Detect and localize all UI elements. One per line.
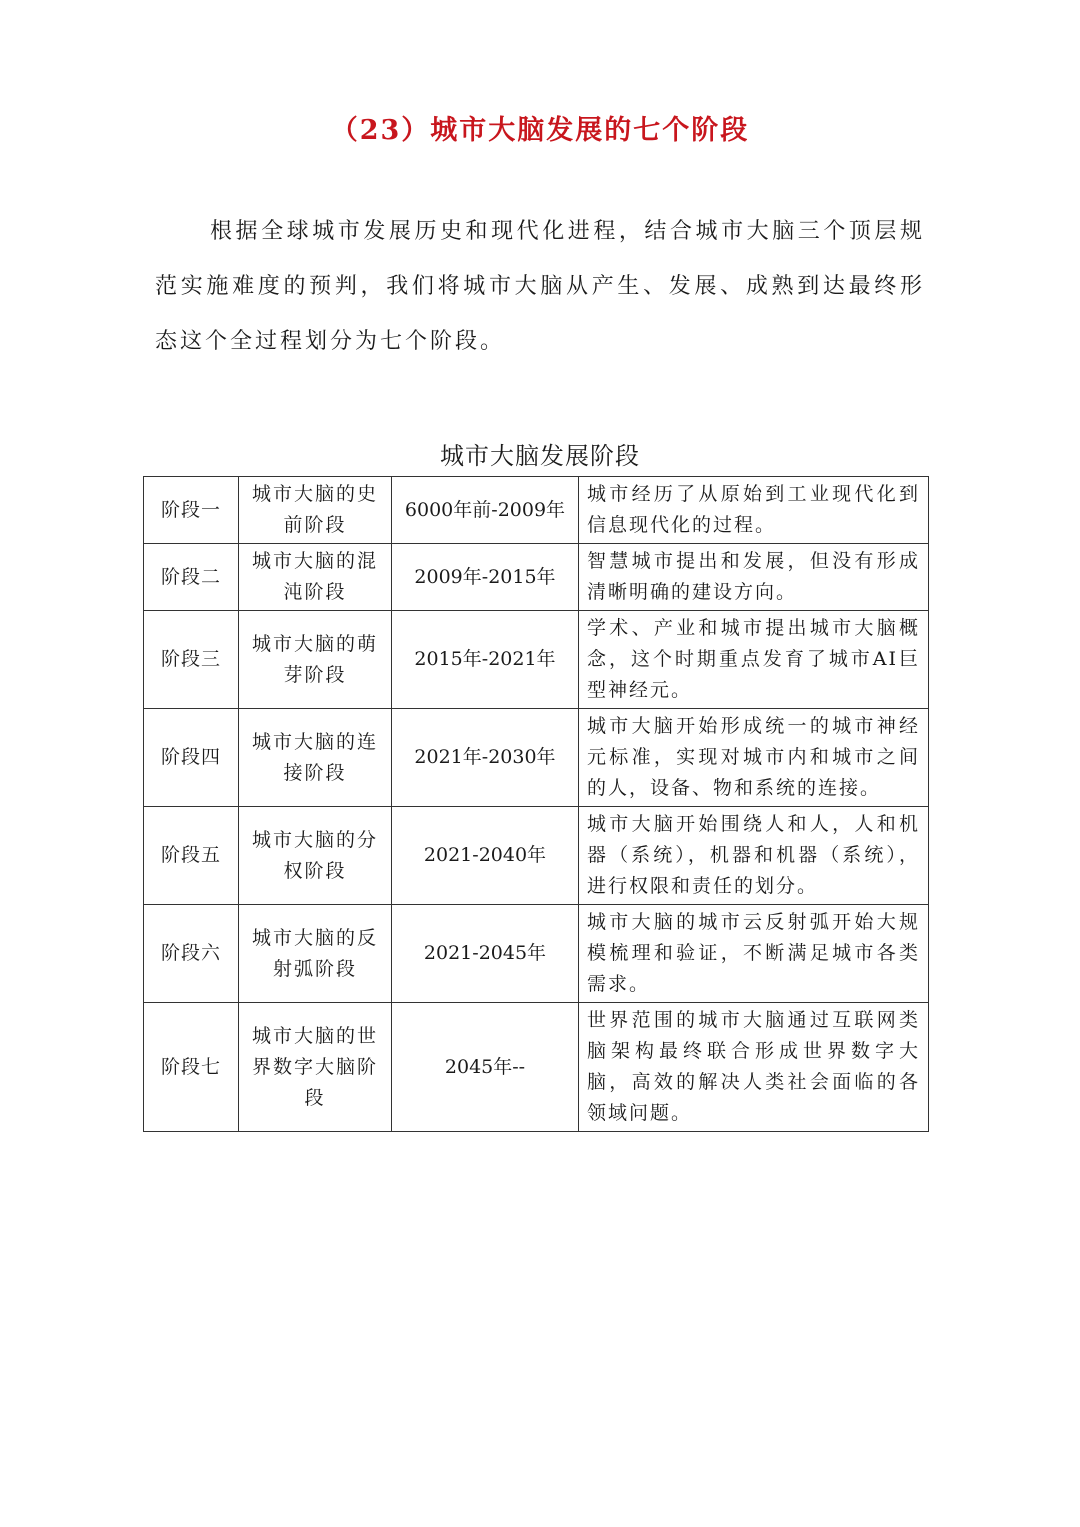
stage-name-cell: 城市大脑的世界数字大脑阶段 [239,1003,392,1132]
description-cell: 城市大脑的城市云反射弧开始大规模梳理和验证，不断满足城市各类需求。 [579,905,929,1003]
intro-paragraph: 根据全球城市发展历史和现代化进程，结合城市大脑三个顶层规范实施难度的预判，我们将城市大脑从产生、发展、成熟到达最终形态这个全过程划分为七个阶段。 [155,219,925,354]
stage-cell: 阶段三 [144,611,239,709]
table-row [144,709,929,807]
period-cell: 2021-2040年 [392,807,579,905]
stage-cell: 阶段五 [144,807,239,905]
stage-cell: 阶段七 [144,1003,239,1132]
table-row [144,1003,929,1132]
description-cell: 学术、产业和城市提出城市大脑概念，这个时期重点发育了城市AI巨型神经元。 [579,611,929,709]
stages-table [143,476,929,1132]
description-cell: 城市经历了从原始到工业现代化到信息现代化的过程。 [579,477,929,544]
stage-cell: 阶段六 [144,905,239,1003]
period-cell: 2045年-- [392,1003,579,1132]
stage-cell: 阶段四 [144,709,239,807]
description-cell: 智慧城市提出和发展，但没有形成清晰明确的建设方向。 [579,544,929,611]
table-row [144,807,929,905]
table-row [144,544,929,611]
description-cell: 城市大脑开始形成统一的城市神经元标准，实现对城市内和城市之间的人，设备、物和系统的连接。 [579,709,929,807]
stage-name-cell: 城市大脑的史前阶段 [239,477,392,544]
stage-cell: 阶段一 [144,477,239,544]
table-row [144,905,929,1003]
stage-name-cell: 城市大脑的混沌阶段 [239,544,392,611]
page-title: （23）城市大脑发展的七个阶段 [330,115,750,146]
stage-name-cell: 城市大脑的反射弧阶段 [239,905,392,1003]
period-cell: 6000年前-2009年 [392,477,579,544]
table-row [144,477,929,544]
period-cell: 2015年-2021年 [392,611,579,709]
table-row [144,611,929,709]
description-cell: 城市大脑开始围绕人和人，人和机器（系统），机器和机器（系统），进行权限和责任的划分。 [579,807,929,905]
stage-name-cell: 城市大脑的萌芽阶段 [239,611,392,709]
stage-name-cell: 城市大脑的连接阶段 [239,709,392,807]
period-cell: 2009年-2015年 [392,544,579,611]
stage-name-cell: 城市大脑的分权阶段 [239,807,392,905]
period-cell: 2021年-2030年 [392,709,579,807]
stage-cell: 阶段二 [144,544,239,611]
table-caption: 城市大脑发展阶段 [440,442,640,470]
period-cell: 2021-2045年 [392,905,579,1003]
description-cell: 世界范围的城市大脑通过互联网类脑架构最终联合形成世界数字大脑，高效的解决人类社会面临的各领域问题。 [579,1003,929,1132]
